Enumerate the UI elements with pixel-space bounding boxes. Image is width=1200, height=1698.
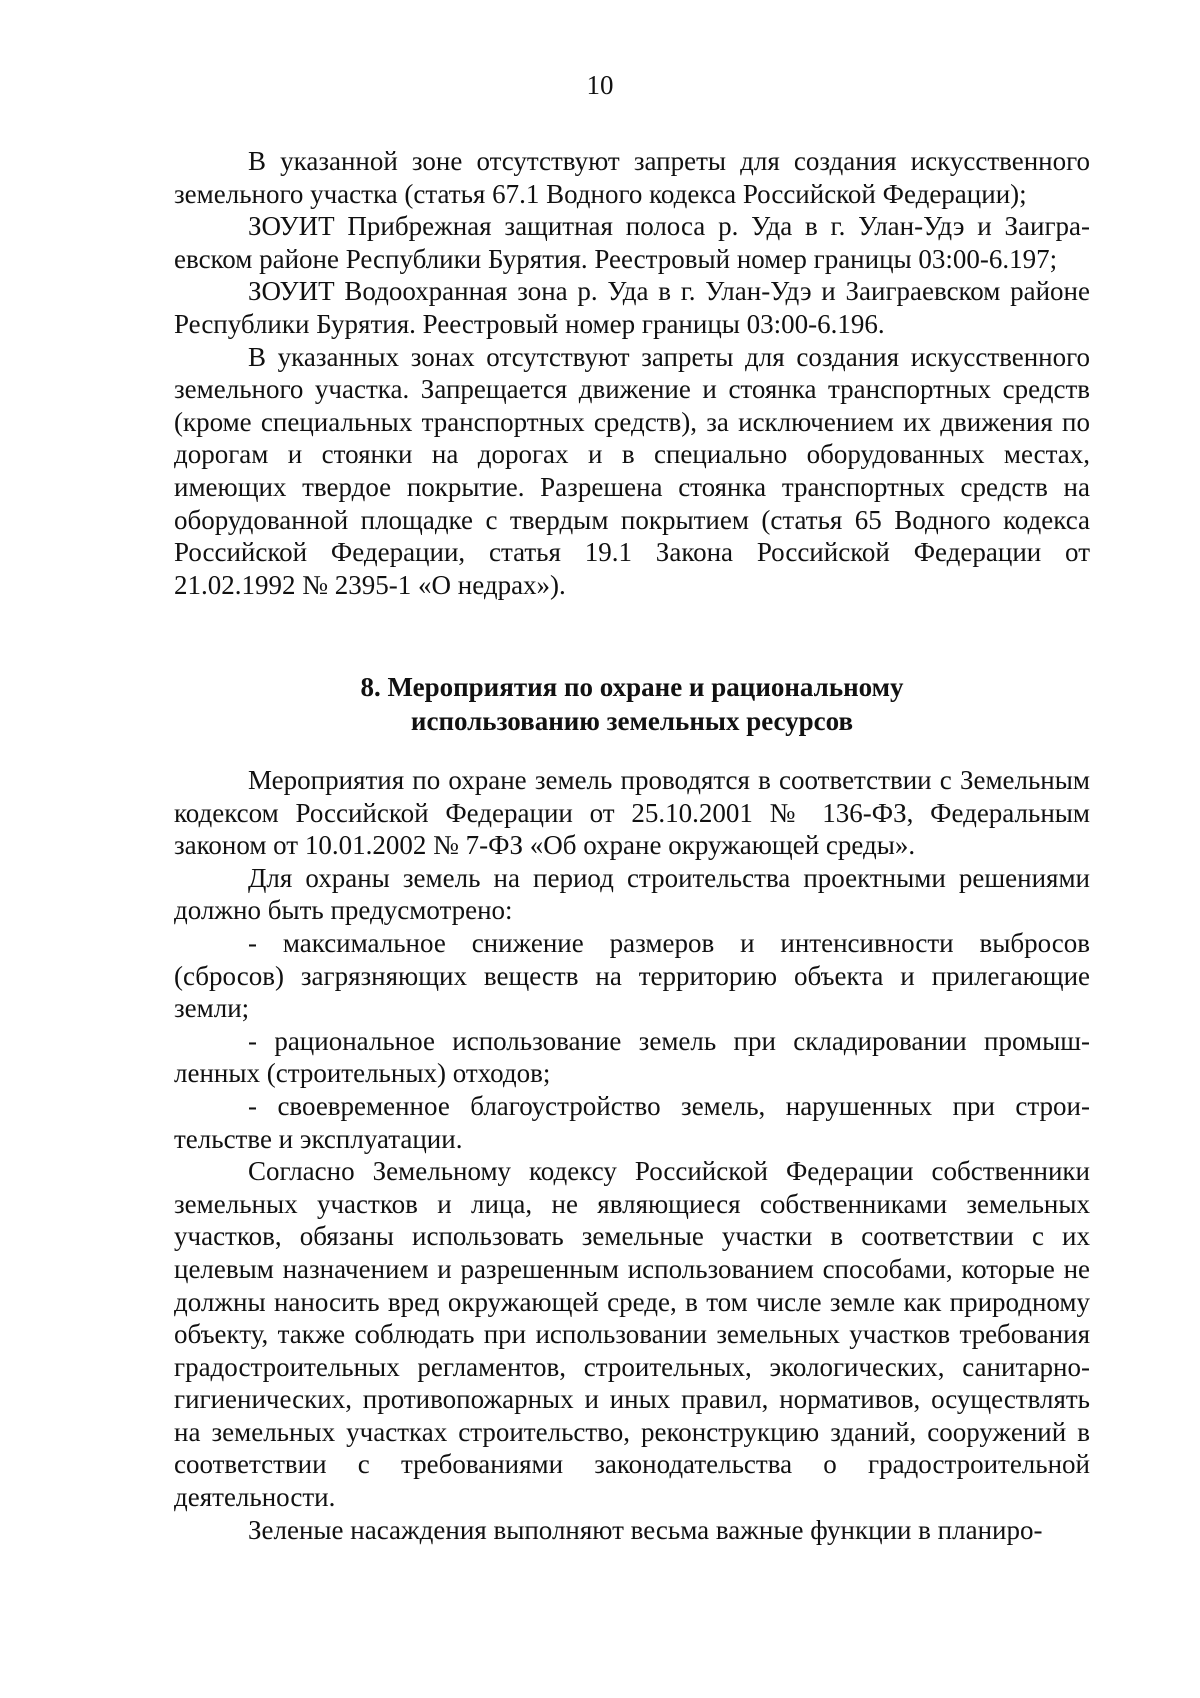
section-8-heading — [174, 670, 1090, 738]
paragraph-green-plantings: Зеленые насаждения выполняют весьма важные функции в планиро- — [248, 1514, 1043, 1545]
section-8-body — [174, 764, 1090, 1546]
list-item-emission-reduction: - максимальное снижение размеров и интенсивности выбросов (сбросов) загрязняющих веществ на территорию объекта и прилегающие земли; — [174, 927, 1090, 1024]
section-8-heading-line-1: 8. Мероприятия по охране и рациональному — [360, 672, 904, 702]
section-8-heading-line-2: использованию земельных ресурсов — [410, 706, 854, 736]
paragraph-land-protection-measures: Мероприятия по охране земель проводятся в соответствии с Земельным кодексом Российской Федерации от 25.10.2001 № 136-ФЗ, Федеральным законом от 10.01.2002 № 7-ФЗ «Об охране окружающей среды». — [174, 765, 1090, 861]
paragraph-construction-period: Для охраны земель на период строительства проектными решениями должно быть предусмотрено: — [174, 862, 1090, 926]
paragraph-coastal-protective-strip: ЗОУИТ Прибрежная защитная полоса р. Уда в г. Улан-Удэ и Заиграевском районе Республики Бурятия. Реестровый номер границы 03:00-6.197; — [174, 211, 1090, 274]
page-number: 10 — [586, 70, 614, 100]
list-item-land-improvement: - своевременное благоустройство земель, нарушенных при строительстве и эксплуатации. — [174, 1090, 1090, 1154]
paragraph-zone-restrictions: В указанных зонах отсутствуют запреты для создания искусственного земельного участка. Запрещается движение и стоянка транспортных средств (кроме специальных транспортных средств), за исключением их движения по дорогам и стоянки на дорогах и в специально оборудованных местах, имеющих твердое покрытие. Разрешена стоянка транспортных средств на оборудованной площадке с твердым покрытием (статья 65 Водного кодекса Российской Федерации, статья 19.1 Закона Российской Федерации от 21.02.1992 № 2395-1 «О недрах»). — [174, 341, 1090, 600]
paragraph-owner-obligations: Согласно Земельному кодексу Российской Федерации собственники земельных участков и лица, не являющиеся собственниками земельных участков, обязаны использовать земельные участки в соответствии с их целевым назначением и разрешенным использованием способами, которые не должны наносить вред окружающей среде, в том числе земле как природному объекту, также соблюдать при использовании земельных участков требования градостроительных регламентов, строительных, экологических, санитарно-гигиенических, противопожарных и иных правил, нормативов, осуществлять на земельных участках строительство, реконструкцию зданий, сооружений в соответствии с требованиями законодательства о градостроительной деятельности. — [174, 1156, 1090, 1513]
section-1-body — [174, 145, 1090, 601]
paragraph-zone-no-restrictions: В указанной зоне отсутствуют запреты для создания искусственного земельного участка (статья 67.1 Водного кодекса Российской Федерации); — [174, 146, 1090, 209]
list-item-waste-storage: - рациональное использование земель при складировании промышленных (строительных) отходов; — [174, 1025, 1090, 1089]
paragraph-water-protection-zone: ЗОУИТ Водоохранная зона р. Уда в г. Улан-Удэ и Заиграевском районе Республики Бурятия. Реестровый номер границы 03:00-6.196. — [174, 276, 1090, 339]
